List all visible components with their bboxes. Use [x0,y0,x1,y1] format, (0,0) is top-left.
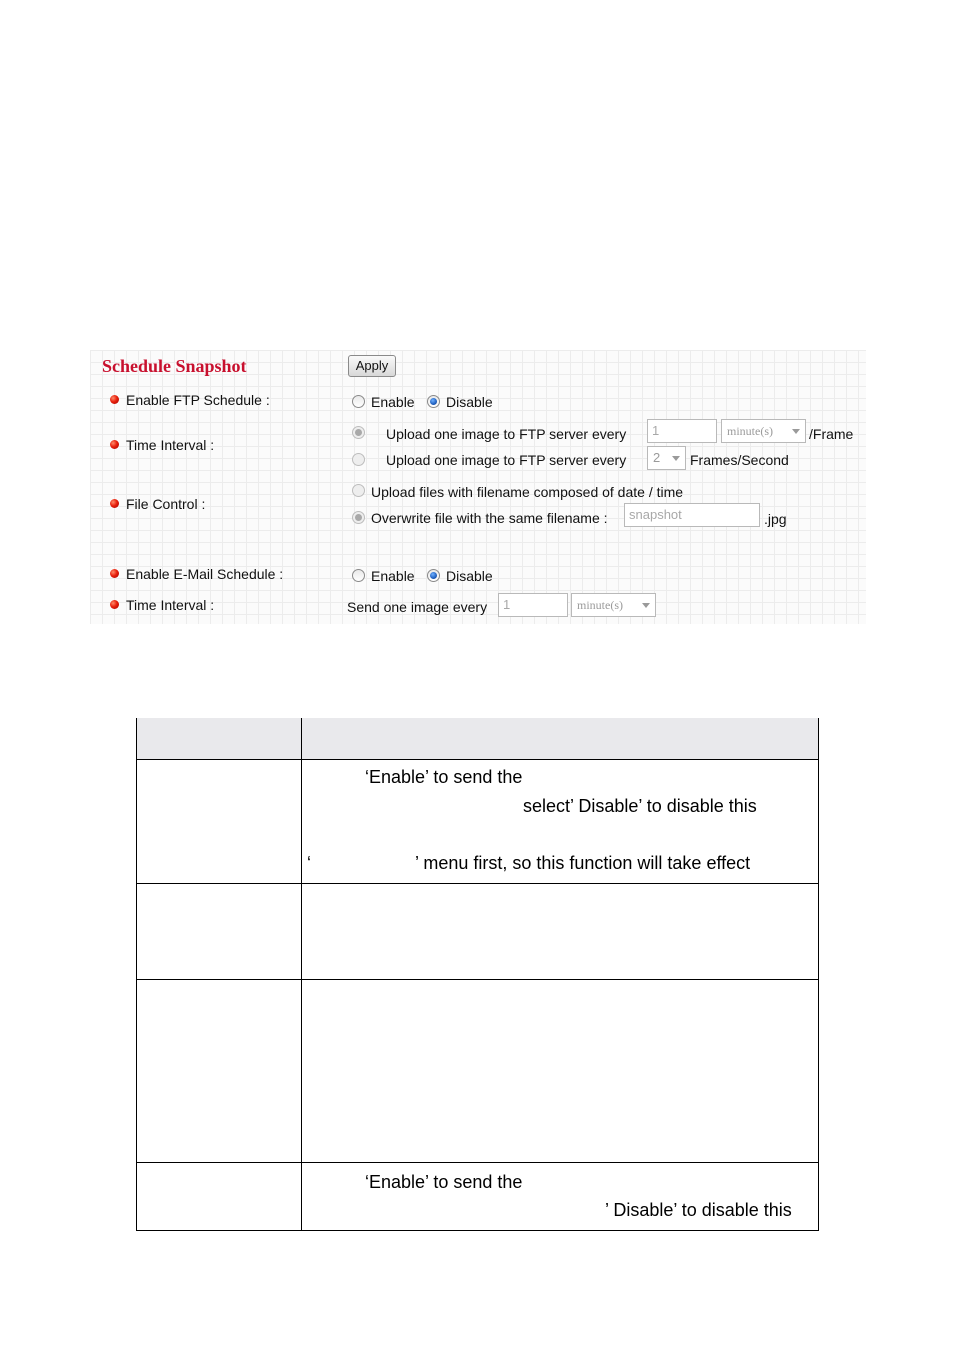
interval-unit-value: minute(s) [727,424,773,438]
table-border [136,1162,819,1163]
interval-option2-text: Upload one image to FTP server every [386,452,627,468]
chevron-down-icon [792,429,800,434]
row1-line3: ’ menu first, so this function will take effect [415,853,751,873]
interval-option1-radio[interactable] [352,426,365,439]
file-option1-radio[interactable] [352,484,365,497]
file-extension: .jpg [764,511,787,527]
ftp-disable-radio[interactable] [427,395,440,408]
bullet-icon [110,395,119,404]
panel-title: Schedule Snapshot [102,356,247,376]
interval-option2-suffix: Frames/Second [690,452,789,468]
row1-line3-quote: ‘ [307,853,311,873]
row1-line1: ‘Enable’ to send the [365,767,523,787]
file-option1-text: Upload files with filename composed of date / time [371,484,684,500]
interval-option2-radio[interactable] [352,453,365,466]
filename-input[interactable]: snapshot [624,503,760,527]
row4-line1: ‘Enable’ to send the [365,1172,523,1192]
table-border [136,883,819,884]
table-border [818,718,819,1231]
email-interval-label: Time Interval : [126,597,215,613]
email-interval-input[interactable]: 1 [498,593,568,617]
email-interval-text: Send one image every [347,599,488,615]
email-enable-radio[interactable] [352,569,365,582]
frames-value: 2 [653,450,661,465]
interval-option1-suffix: /Frame [809,426,854,442]
ftp-schedule-label: Enable FTP Schedule : [126,392,270,408]
email-enable-label: Enable [371,568,415,584]
bullet-icon [110,499,119,508]
email-unit-value: minute(s) [577,598,623,612]
apply-button[interactable]: Apply [348,355,396,377]
bullet-icon [110,600,119,609]
interval-minutes-input[interactable]: 1 [647,419,717,443]
time-interval-label: Time Interval : [126,437,215,453]
email-disable-label: Disable [446,568,493,584]
table-header [136,718,819,759]
file-control-label: File Control : [126,496,206,512]
row1-line2: select’ Disable’ to disable this [523,796,757,816]
ftp-enable-label: Enable [371,394,415,410]
table-border [136,759,819,760]
file-option2-radio[interactable] [352,511,365,524]
row4-line2: ’ Disable’ to disable this [605,1200,792,1220]
description-table [136,718,819,1231]
email-unit-select[interactable] [571,593,656,617]
frames-select[interactable] [647,446,686,470]
interval-option1-text: Upload one image to FTP server every [386,426,627,442]
ftp-disable-label: Disable [446,394,493,410]
interval-unit-select[interactable] [721,419,806,443]
table-border [136,1230,819,1231]
schedule-snapshot-panel [90,350,866,624]
file-option2-text: Overwrite file with the same filename : [371,510,608,526]
table-border [136,979,819,980]
table-border [136,718,137,1231]
ftp-enable-radio[interactable] [352,395,365,408]
table-border [301,718,302,1231]
email-disable-radio[interactable] [427,569,440,582]
bullet-icon [110,569,119,578]
chevron-down-icon [672,456,680,461]
email-schedule-label: Enable E-Mail Schedule : [126,566,284,582]
bullet-icon [110,440,119,449]
chevron-down-icon [642,603,650,608]
